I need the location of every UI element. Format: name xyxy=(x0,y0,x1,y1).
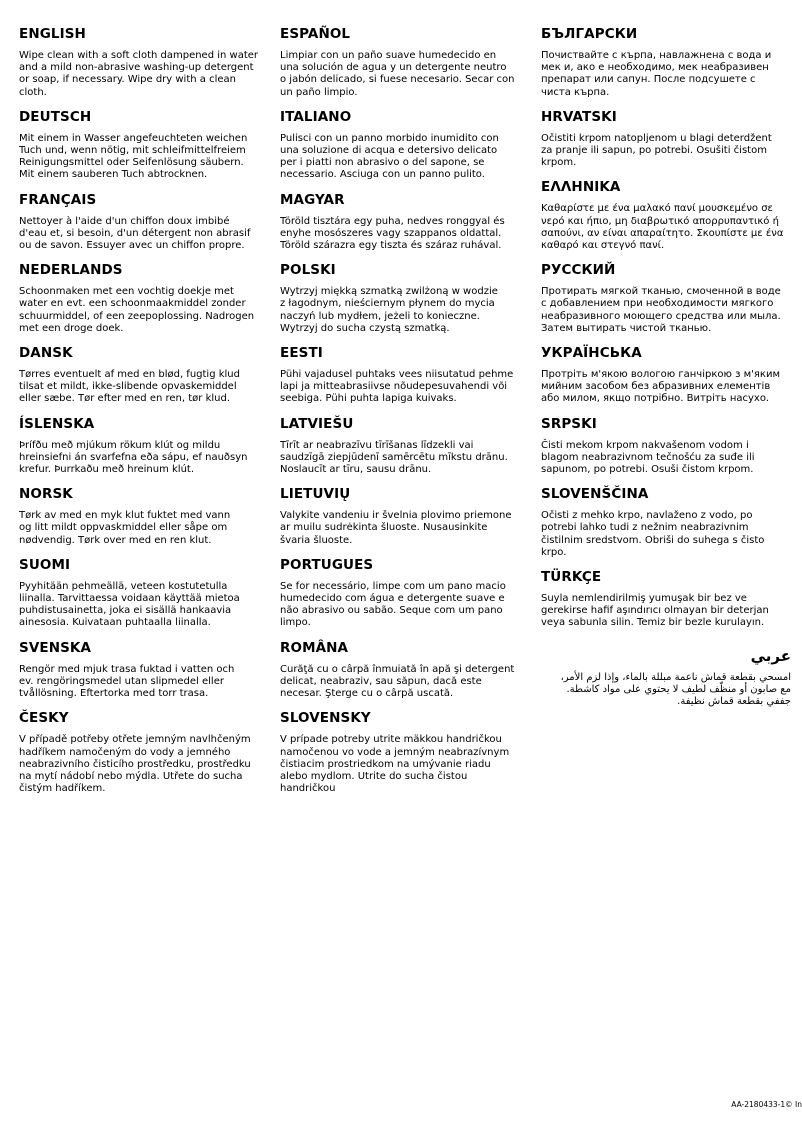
language-section xyxy=(541,109,791,170)
language-heading: SLOVENŠČINA xyxy=(541,486,649,503)
language-section xyxy=(19,109,269,182)
column-1 xyxy=(19,26,269,805)
language-heading: SUOMI xyxy=(19,556,71,573)
instruction-text: Rengör med mjuk trasa fuktad i vatten och ev. rengöringsmedel utan slipmedel eller tvållösning. Eftertorka med torr trasa. xyxy=(19,663,235,700)
instruction-text: Se for necessário, limpe com um pano macio humedecido com água e detergente suave e não abrasivo ou sabão. Seque com um pano limpo. xyxy=(280,580,506,629)
language-section xyxy=(280,26,530,99)
instruction-text: Καθαρίστε με ένα μαλακό πανί μουσκεμένο σε νερό και ήπιο, μη διαβρωτικό απορρυπαντικό ή σαπούνι, αν είναι απαραίτητο. Σκουπίστε με ένα καθαρό και στεγνό πανί. xyxy=(541,203,784,252)
language-heading: DANSK xyxy=(19,345,73,362)
instruction-text: Tørk av med en myk klut fuktet med vann og litt mildt oppvaskmiddel eller såpe om nødvendig. Tørk over med en ren klut. xyxy=(19,510,231,546)
instruction-text: Očistiti krpom natopljenom u blagi deterdžent za pranje ili sapun, po potrebi. Osušiti čistom krpom. xyxy=(541,132,772,169)
language-section xyxy=(280,109,530,182)
language-heading: TÜRKÇE xyxy=(541,569,602,586)
instruction-text: Čisti mekom krpom nakvašenom vodom i blagom neabrazivnom tečnošću za suđe ili sapunom, po potrebi. Osuši čistom krpom. xyxy=(541,439,755,476)
language-heading: POLSKI xyxy=(280,262,336,279)
language-heading: УКРАЇНСЬКА xyxy=(541,345,642,362)
instruction-text: Töröld tisztára egy puha, nedves ronggyal és enyhe mosószeres vagy szappanos oldattal. Töröld szárazra egy tiszta és száraz ruhával. xyxy=(280,215,505,252)
column-3 xyxy=(541,26,791,718)
language-section xyxy=(541,179,791,252)
instruction-text: Þrífðu með mjúkum rökum klút og mildu hreinsiefni án svarfefna eða sápu, ef nauðsyn krefur. Þurrkaðu með hreinum klút. xyxy=(19,439,248,476)
instruction-text: Očisti z mehko krpo, navlaženo z vodo, po potrebi lahko tudi z nežnim neabrazivnim čistilnim sredstvom. Obriši do suhega s čisto krpo. xyxy=(541,510,765,558)
language-heading: SLOVENSKY xyxy=(280,710,371,727)
language-heading: РУССКИЙ xyxy=(541,262,616,279)
instruction-text: Pyyhitään pehmeällä, veteen kostutetulla liinalla. Tarvittaessa voidaan käyttää mietoa puhdistusainetta, joka ei sisällä hankaavia ainesosia. Kuivataan puhtaalla liinalla. xyxy=(19,580,240,629)
instruction-text: Valykite vandeniu ir švelnia plovimo priemone ar muilu sudrėkinta šluoste. Nusausinkite švaria šluoste. xyxy=(280,510,512,546)
language-heading: SRPSKI xyxy=(541,415,597,432)
language-heading: NEDERLANDS xyxy=(19,262,123,279)
instruction-text: Протирать мягкой тканью, смоченной в воде с добавлением при необходимости мягкого неабразивного моющего средства или мыла. Затем вытирать чистой тканью. xyxy=(541,286,781,334)
language-section xyxy=(280,640,530,701)
language-section xyxy=(19,192,269,253)
language-heading: HRVATSKI xyxy=(541,108,617,125)
instruction-text: Wytrzyj miękką szmatką zwilżoną w wodzie z łagodnym, nieściernym płynem do mycia naczyń lub mydłem, jeżeli to konieczne. Wytrzyj do sucha czystą szmatką. xyxy=(280,286,498,334)
instruction-text: Pulisci con un panno morbido inumidito con una soluzione di acqua e detersivo delicato per i piatti non abrasivo o del sapone, se necessario. Asciuga con un panno pulito. xyxy=(280,132,499,181)
instruction-text: V prípade potreby utrite mäkkou handričkou namočenou vo vode a jemným neabrazívnym čistiacim prostriedkom na umývanie riadu alebo mydlom. Utrite do sucha čistou handričkou xyxy=(280,734,510,795)
language-heading: LATVIEŠU xyxy=(280,415,354,432)
instruction-text: Schoonmaken met een vochtig doekje met water en evt. een schoonmaakmiddel zonder schuurmiddel, of een zeepoplossing. Nadrogen met een droge doek. xyxy=(19,286,255,334)
language-section xyxy=(19,640,269,701)
instruction-text: Mit einem in Wasser angefeuchteten weichen Tuch und, wenn nötig, mit schleifmittelfreiem Reinigungsmittel oder Seifenlösung säubern. Mit einem sauberen Tuch abtrocknen. xyxy=(19,132,248,181)
language-heading: PORTUGUES xyxy=(280,556,374,573)
language-section xyxy=(541,648,791,709)
language-section xyxy=(19,486,269,547)
language-section xyxy=(280,262,530,335)
language-heading: ITALIANO xyxy=(280,108,352,125)
language-section xyxy=(280,486,530,547)
column-2 xyxy=(280,26,530,805)
language-heading: NORSK xyxy=(19,486,73,503)
language-heading: MAGYAR xyxy=(280,191,345,208)
language-section xyxy=(541,262,791,335)
language-section xyxy=(280,192,530,253)
language-heading: ČESKY xyxy=(19,710,69,727)
instruction-text: Limpiar con un paño suave humedecido en una solución de agua y un detergente neutro o jabón delicado, si fuese necesario. Secar con un paño limpio. xyxy=(280,50,515,98)
language-section xyxy=(19,416,269,477)
language-section xyxy=(280,710,530,795)
language-heading: ÍSLENSKA xyxy=(19,415,95,432)
language-section xyxy=(19,710,269,795)
instruction-text: V případě potřeby otřete jemným navlhčeným hadříkem namočeným do vody a jemného neabrazivního čisticího prostředku, prostředku na mytí nádobí nebo mýdla. Utřete do sucha čistým hadříkem. xyxy=(19,734,251,795)
instruction-text: Протріть м'якою вологою ганчіркою з м'яким мийним засобом без абразивних елементів або милом, якщо потрібно. Витріть насухо. xyxy=(541,369,780,405)
language-heading: БЪЛГАРСКИ xyxy=(541,26,638,42)
language-heading: LIETUVIŲ xyxy=(280,486,351,503)
instruction-text: Suyla nemlendirilmiş yumuşak bir bez ve gerekirse hafif aşındırıcı olmayan bir deterjan veya sabunla silin. Temiz bir bezle kurulayın. xyxy=(541,593,769,629)
instruction-text: امسحي بقطعة قماش ناعمة مبللة بالماء، وإذا لزم الأمر، مع صابون أو منظّف لطيف لا يحتوي على مواد كاشطة. جففي بقطعة قماش نظيفة. xyxy=(560,671,791,708)
instruction-text: Curăţă cu o cârpă înmuiată în apă şi detergent delicat, neabraziv, sau săpun, dacă este necesar. Şterge cu o cârpă uscată. xyxy=(280,663,515,700)
instruction-text: Почиствайте с кърпа, навлажнена с вода и мек и, ако е необходимо, мек неабразивен препарат или сапун. После подсушете с чиста кърпа. xyxy=(541,50,772,98)
language-heading: SVENSKA xyxy=(19,639,92,656)
language-section xyxy=(541,26,791,99)
instruction-text: Pühi vajadusel puhtaks vees niisutatud pehme lapi ja mitteabrasiivse nõudepesuvahendi või seebiga. Pühi puhta lapiga kuivaks. xyxy=(280,369,514,405)
instruction-text: Wipe clean with a soft cloth dampened in water and a mild non-abrasive washing-up detergent or soap, if necessary. Wipe dry with a clean cloth. xyxy=(19,50,259,98)
instruction-text: Nettoyer à l'aide d'un chiffon doux imbibé d'eau et, si besoin, d'un détergent non abrasif ou de savon. Essuyer avec un chiffon propre. xyxy=(19,215,251,252)
instruction-text: Tīrīt ar neabrazīvu tīrīšanas līdzekli vai saudzīgā ziepjūdenī samērcētu mīkstu drānu. Noslaucīt ar tīru, sausu drānu. xyxy=(280,439,508,476)
language-heading: عربي xyxy=(750,646,791,665)
language-heading: ESPAÑOL xyxy=(280,26,351,42)
language-heading: EESTI xyxy=(280,345,323,362)
language-section xyxy=(541,345,791,406)
language-section xyxy=(541,486,791,559)
language-section xyxy=(280,345,530,406)
language-section xyxy=(280,416,530,477)
instruction-text: Tørres eventuelt af med en blød, fugtig klud tilsat et mildt, ikke-slibende opvaskemiddel eller sæbe. Tør efter med en ren, tør klud. xyxy=(19,369,240,405)
language-section xyxy=(280,557,530,630)
language-section xyxy=(19,26,269,99)
language-section xyxy=(19,262,269,335)
language-section xyxy=(19,557,269,630)
language-section xyxy=(19,345,269,406)
document-code: AA-2180433-1© In xyxy=(731,1100,802,1109)
language-section xyxy=(541,569,791,630)
language-heading: DEUTSCH xyxy=(19,108,92,125)
language-heading: ROMÂNA xyxy=(280,639,349,656)
language-heading: FRANÇAIS xyxy=(19,191,97,208)
language-heading: ΕΛΛΗΝΙΚΑ xyxy=(541,179,621,196)
language-section xyxy=(541,416,791,477)
language-heading: ENGLISH xyxy=(19,26,86,42)
